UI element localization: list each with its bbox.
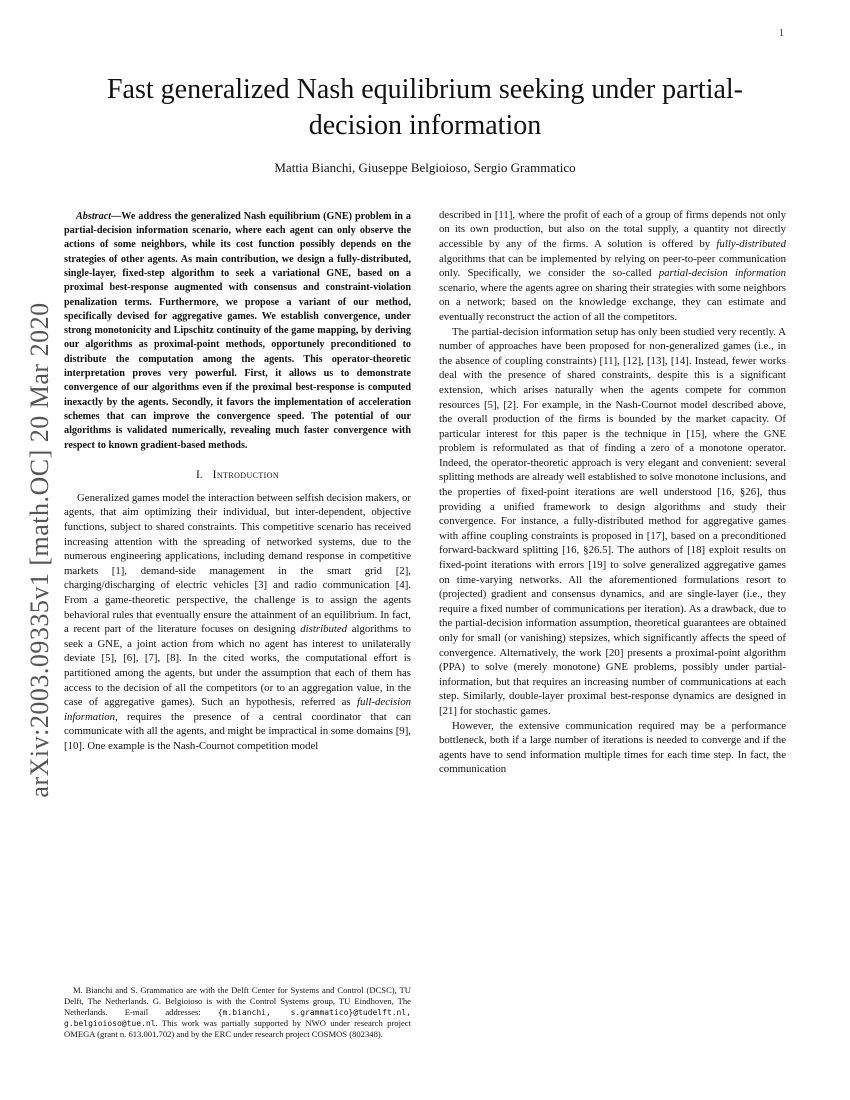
section-heading-introduction: [64, 469, 411, 481]
left-column: [64, 208, 411, 1040]
body-paragraph: However, the extensive communication required may be a performance bottleneck, both if a large number of iterations is needed to converge and if the agents have to send information multiple times for each time step. In fact, the communication: [439, 719, 786, 776]
section-number: I.: [195, 468, 203, 481]
paper-authors: Mattia Bianchi, Giuseppe Belgioioso, Sergio Grammatico: [274, 159, 576, 175]
body-paragraph: The partial-decision information setup has only been studied very recently. A number of approaches have been proposed for non-generalized games (i.e., in the absence of coupling constraints) [11], [12], [13], [14]. Instead, fewer works deal with the presence of shared constraints, despite this is a significant extension, which arises naturally when the agents compete for common resources [5], [2]. For example, in the Nash-Cournot model described above, the overall production of the firms is bounded by the market capacity. Of particular interest for this paper is the technique in [15], where the GNE problem is reformulated as that of finding a zero of a monotone operator. Indeed, the operator-theoretic approach is very elegant and convenient: several splitting methods are already well established to solve monotone inclusions, and the properties of fixed-point iterations are well understood [16, §26], thus providing a unified framework to design algorithms and study their convergence. For instance, a fully-distributed method for aggregative games with affine coupling constraints is proposed in [17], based on a preconditioned forward-backward splitting [16, §26.5]. The authors of [18] exploit results on fixed-point iterations with errors [19] to solve generalized aggregative games on time-varying networks. All the aforementioned formulations resort to (projected) gradient and consensus dynamics, and are single-layer (i.e., they require a fixed number of communications per iteration). As a drawback, due to the partial-decision information assumption, theoretical guarantees are obtained only for small (or vanishing) stepsizes, which significantly affects the speed of convergence. Alternatively, the work [20] presents a proximal-point algorithm (PPA) to solve (merely monotone) GNE problems, possibly under partial-information, but that requires an increasing number of communications at each step. Similarly, double-layer proximal best-response dynamics are designed in [21] for stochastic games.: [439, 325, 786, 717]
section-title: Introduction: [212, 468, 280, 481]
author-footnote: M. Bianchi and S. Grammatico are with the Delft Center for Systems and Control (DCSC), TU Delft, The Netherlands. G. Belgioioso is with the Control Systems group, TU Eindhoven, The Netherlands. E-mail addresses: {m.bianchi, s.grammatico}@tudelft.nl, g.belgioioso@tue.nl. This work was partially supported by NWO under research project OMEGA (grant n. 613.001.702) and by the ERC under research project COSMOS (802348).: [64, 981, 411, 1040]
page-number: 1: [778, 28, 784, 39]
arxiv-watermark: arXiv:2003.09335v1 [math.OC] 20 Mar 2020: [25, 302, 54, 798]
right-column: [439, 208, 786, 1040]
body-paragraph: Generalized games model the interaction between selfish decision makers, or agents, that aim optimizing their individual, but inter-dependent, objective functions, subject to shared constraints. This competitive scenario has received increasing attention with the spreading of networked systems, due to the numerous engineering applications, including demand response in competitive markets [1], demand-side management in the smart grid [2], charging/discharging of electric vehicles [3] and radio communication [4]. From a game-theoretic perspective, the challenge is to assign the agents behavioral rules that eventually ensure the attainment of an equilibrium. In fact, a recent part of the literature focuses on designing distributed algorithms to seek a GNE, a joint action from which no agent has interest to unilaterally deviate [5], [6], [7], [8]. In the cited works, the computational effort is partitioned among the agents, but under the assumption that each of them has access to the decision of all the competitors (or to an aggregation value, in the case of aggregative games). Such an hypothesis, referred as full-decision information, requires the presence of a central coordinator that can communicate with all the agents, and might be impractical in some domains [9], [10]. One example is the Nash-Cournot competition model: [64, 491, 411, 752]
paper-title: Fast generalized Nash equilibrium seeking under partial-decision information: [106, 74, 743, 142]
two-column-body: [64, 208, 786, 1040]
abstract-paragraph: Abstract—We address the generalized Nash equilibrium (GNE) problem in a partial-decision information scenario, where each agent can only observe the actions of some neighbors, while its cost function possibly depends on the strategies of other agents. As main contribution, we design a fully-distributed, single-layer, fixed-step algorithm to seek a variational GNE, based on a proximal best-response augmented with consensus and constraint-violation penalization terms. Furthermore, we propose a variant of our method, specifically devised for aggregative games. We establish convergence, under strong monotonicity and Lipschitz continuity of the game mapping, by deriving our algorithms as proximal-point methods, opportunely preconditioned to distribute the computation among the agents. This operator-theoretic interpretation proves very powerful. First, it allows us to demonstrate convergence of our algorithms even if the proximal best-response is computed inexactly by the agents. Secondly, it favors the implementation of acceleration schemes that can improve the convergence speed. The potential of our algorithms is validated numerically, revealing much faster convergence with respect to known gradient-based methods.: [64, 210, 411, 451]
body-paragraph: described in [11], where the profit of each of a group of firms depends not only on its own production, but also on the total supply, a quantity not directly accessible by any of the firms. A solution is offered by fully-distributed algorithms that can be implemented by relying on peer-to-peer communication only. Specifically, we consider the so-called partial-decision information scenario, where the agents agree on sharing their strategies with some neighbors on a network; based on the knowledge exchange, they can estimate and eventually reconstruct the action of all the competitors.: [439, 208, 786, 323]
